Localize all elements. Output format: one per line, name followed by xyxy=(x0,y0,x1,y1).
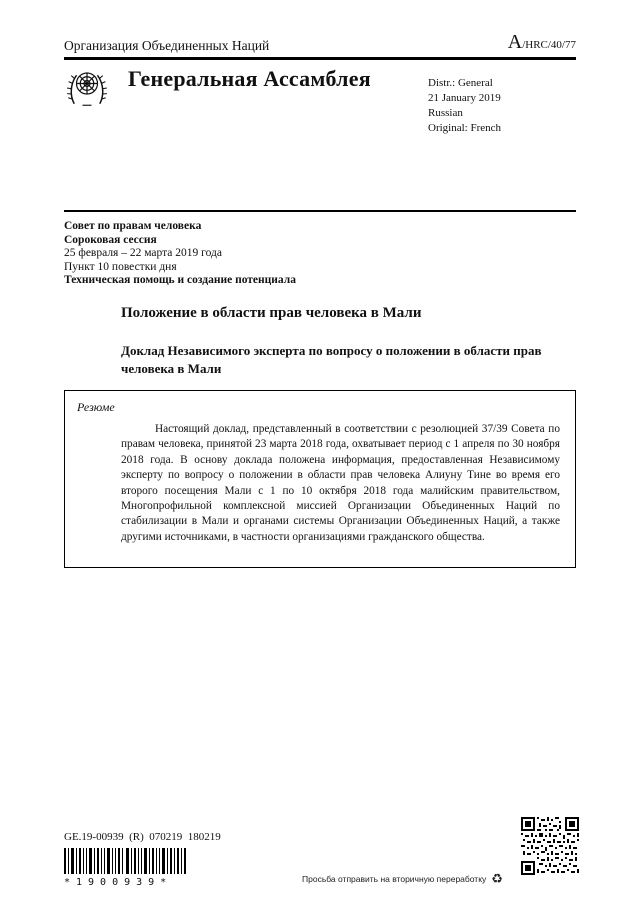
un-emblem-icon xyxy=(63,64,111,112)
recycle-note xyxy=(302,872,503,885)
doc-symbol-prefix: A xyxy=(507,31,523,53)
summary-label: Резюме xyxy=(77,400,115,414)
recycle-note-text: Просьба отправить на вторичную переработку xyxy=(302,873,487,884)
document-title: Положение в области прав человека в Мали xyxy=(121,305,422,321)
header-rule xyxy=(64,57,576,60)
meta-block xyxy=(64,220,296,288)
council-name: Совет по правам человека xyxy=(64,220,202,232)
distr-line: Distr.: General xyxy=(428,77,493,89)
qr-code xyxy=(521,817,579,875)
org-name: Организация Объединенных Наций xyxy=(64,38,270,53)
assembly-title: Генеральная Ассамблея xyxy=(128,66,371,91)
summary-box xyxy=(64,390,576,568)
summary-text: Настоящий доклад, представленный в соответствии с резолюцией 37/39 Совета по правам человека, принятой 23 марта 2018 года, охватывает период с 1 апреля по 30 ноября 2018 года. В основу доклада положена информация, предоставленная Независимому эксперту по вопросу о положении в области прав человека Алиуну Тине во время его второго посещения Мали с 1 по 10 октября 2018 года малийским правительством, Многопрофильной комплексной миссией Организации Объединенных Наций по стабилизации в Мали и органами системы Организации Объединенных Наций, а также другими источниками, в частности организациями гражданского общества. xyxy=(121,423,560,543)
barcode-text: *1900939* xyxy=(64,877,173,888)
barcode xyxy=(64,848,186,874)
distr-language: Russian xyxy=(428,107,463,119)
doc-symbol xyxy=(508,31,576,54)
doc-symbol-suffix: /HRC/40/77 xyxy=(522,39,576,51)
distr-block xyxy=(428,76,501,136)
agenda-item: Пункт 10 повестки дня xyxy=(64,260,177,273)
agenda-title: Техническая помощь и создание потенциала xyxy=(64,274,296,286)
distr-date: 21 January 2019 xyxy=(428,92,501,104)
session-dates: 25 февраля – 22 марта 2019 года xyxy=(64,247,222,259)
session-name: Сороковая сессия xyxy=(64,233,157,246)
recycle-icon: ♻ xyxy=(491,871,503,886)
distr-original: Original: French xyxy=(428,122,502,134)
document-subtitle: Доклад Независимого эксперта по вопросу о положении в области прав человека в Мали xyxy=(121,343,542,376)
section-rule xyxy=(64,210,576,212)
ge-number: GE.19-00939 (R) 070219 180219 xyxy=(64,831,221,843)
